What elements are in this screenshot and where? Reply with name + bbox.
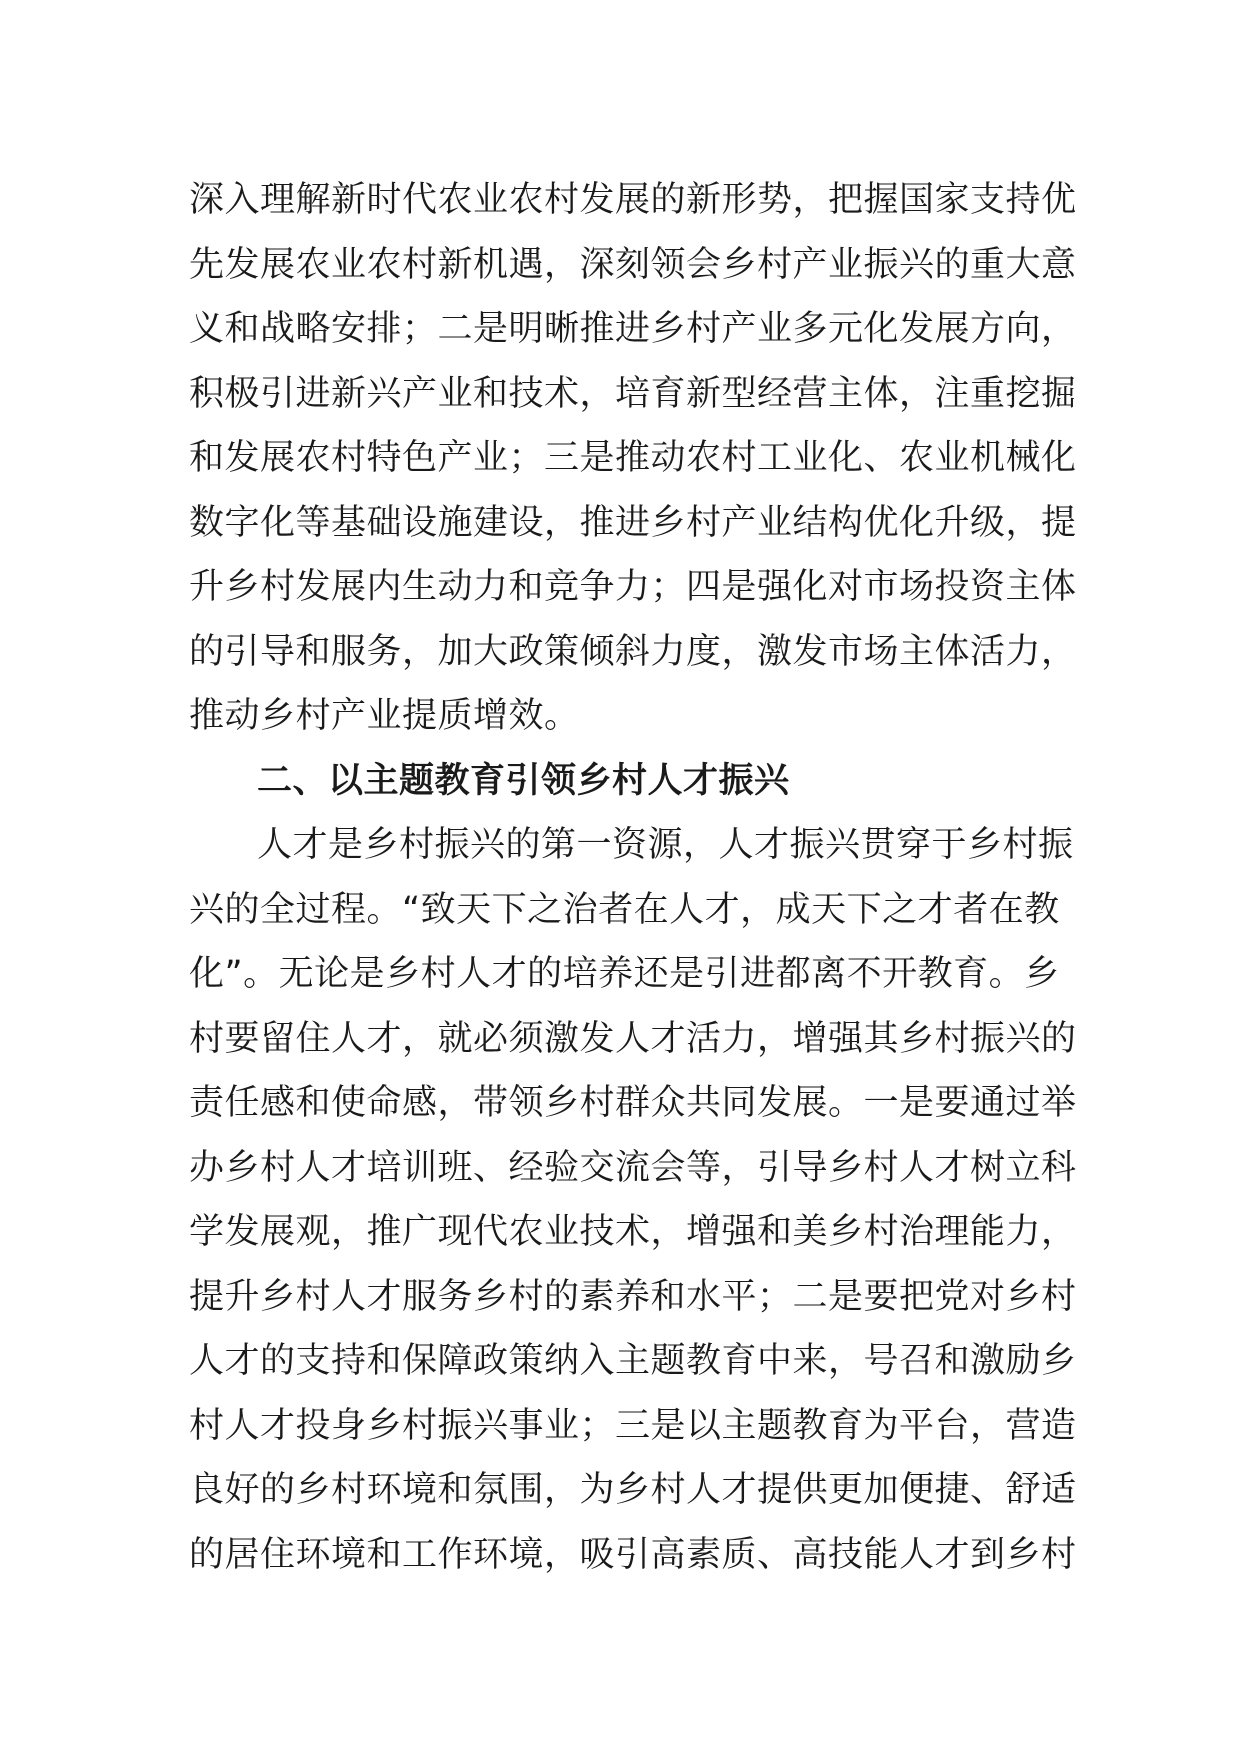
text-line: 人才的支持和保障政策纳入主题教育中来，号召和激励乡 [189,1341,1077,1381]
text-line: 责任感和使命感，带领乡村群众共同发展。一是要通过举 [189,1083,1077,1123]
section-heading: 二、以主题教育引领乡村人才振兴 [257,760,790,801]
text-line: 学发展观，推广现代农业技术，增强和美乡村治理能力， [189,1212,1077,1252]
text-line: 义和战略安排；二是明晰推进乡村产业多元化发展方向， [189,309,1077,349]
text-line: 化”。无论是乡村人才的培养还是引进都离不开教育。乡 [189,954,1060,994]
text-line: 良好的乡村环境和氛围，为乡村人才提供更加便捷、舒适 [189,1470,1077,1510]
paragraph-1 [189,168,1077,749]
text-line: 推动乡村产业提质增效。 [189,696,580,736]
text-line: 先发展农业农村新机遇，深刻领会乡村产业振兴的重大意 [189,244,1077,285]
text-line: 人才是乡村振兴的第一资源，人才振兴贯穿于乡村振 [257,825,1074,865]
text-line: 村人才投身乡村振兴事业；三是以主题教育为平台，营造 [189,1405,1077,1446]
text-line: 兴的全过程。“致天下之治者在人才，成天下之才者在教 [189,889,1060,930]
text-line: 提升乡村人才服务乡村的素养和水平；二是要把党对乡村 [189,1276,1077,1317]
text-line: 升乡村发展内生动力和竞争力；四是强化对市场投资主体 [189,567,1077,607]
text-line: 的居住环境和工作环境，吸引高素质、高技能人才到乡村 [189,1534,1077,1575]
text-line: 和发展农村特色产业；三是推动农村工业化、农业机械化 [189,438,1077,478]
paragraph-2 [189,813,1077,1587]
text-line: 办乡村人才培训班、经验交流会等，引导乡村人才树立科 [189,1147,1077,1188]
text-line: 深入理解新时代农业农村发展的新形势，把握国家支持优 [189,180,1077,220]
text-line: 积极引进新兴产业和技术，培育新型经营主体，注重挖掘 [189,373,1077,414]
text-line: 村要留住人才，就必须激发人才活力，增强其乡村振兴的 [189,1018,1077,1059]
body-text [189,168,1077,1587]
text-line: 的引导和服务，加大政策倾斜力度，激发市场主体活力， [189,631,1077,672]
text-line: 数字化等基础设施建设，推进乡村产业结构优化升级，提 [189,502,1077,543]
